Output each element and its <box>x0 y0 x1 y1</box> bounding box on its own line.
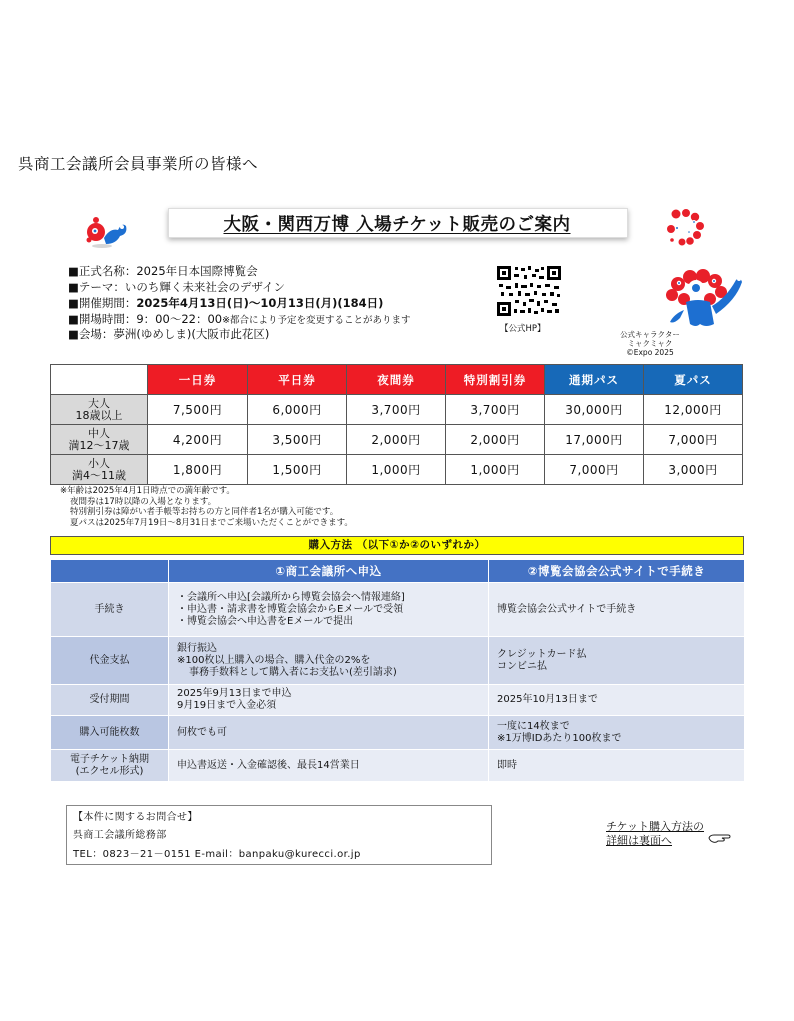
price-header-summer-pass: 夏パス <box>644 365 743 395</box>
cell-line: ・申込書・請求書を博覧会協会からEメールで受領 <box>177 603 404 615</box>
price-cell: 3,000円 <box>644 455 743 485</box>
cell-line: ※1万博IDあたり100枚まで <box>497 732 622 744</box>
method-cell <box>489 637 745 685</box>
price-row-label <box>51 395 148 425</box>
method-cell <box>489 750 745 782</box>
cell-line: 事務手数料として購入者にお支払い(差引請求) <box>189 666 397 678</box>
greeting: 呉商工会議所会員事業所の皆様へ <box>18 155 259 173</box>
method-cell <box>489 685 745 716</box>
page-title: 大阪・関西万博 入場チケット販売のご案内 <box>223 215 571 235</box>
price-header-night: 夜間券 <box>347 365 446 395</box>
qr-caption: 【公式HP】 <box>500 324 546 334</box>
row-label-line: 電子チケット納期 <box>69 753 150 765</box>
character-caption-line: ©Expo 2025 <box>626 348 674 357</box>
method-header-official-site: ②博覧会協会公式サイトで手続き <box>489 560 745 583</box>
price-notes <box>60 486 353 528</box>
price-cell: 2,000円 <box>446 425 545 455</box>
info-theme: ■テーマ：いのち輝く未来社会のデザイン <box>68 280 286 294</box>
method-row-label: 代金支払 <box>51 637 169 685</box>
cell-line: 申込書返送・入金確認後、最長14営業日 <box>177 759 360 771</box>
cell-line: 博覧会協会公式サイトで手続き <box>497 603 637 615</box>
cell-line: ※100枚以上購入の場合、購入代金の2%を <box>177 654 371 666</box>
table-row <box>51 583 745 637</box>
price-cell: 7,000円 <box>545 455 644 485</box>
note-line: ※年齢は2025年4月1日時点での満年齢です。 <box>60 486 235 496</box>
table-row <box>51 685 745 716</box>
info-hours-note: ※都合により予定を変更することがあります <box>222 315 411 326</box>
price-cell: 6,000円 <box>248 395 347 425</box>
method-row-label: 受付期間 <box>51 685 169 716</box>
price-cell: 3,700円 <box>446 395 545 425</box>
method-header-chamber: ①商工会議所へ申込 <box>169 560 489 583</box>
method-header-blank <box>51 560 169 583</box>
price-cell: 17,000円 <box>545 425 644 455</box>
price-header-special-discount: 特別割引券 <box>446 365 545 395</box>
table-row <box>51 716 745 750</box>
mascot-left-icon <box>82 210 134 250</box>
price-cell: 3,500円 <box>248 425 347 455</box>
price-cell: 4,200円 <box>148 425 248 455</box>
info-name: ■正式名称：2025年日本国際博覧会 <box>68 264 258 278</box>
back-link-line: チケット購入方法の <box>606 820 705 833</box>
price-row-label <box>51 425 148 455</box>
price-cell: 7,000円 <box>644 425 743 455</box>
qr-code-icon[interactable] <box>497 266 561 316</box>
cell-line: ・博覧会協会へ申込書をEメールで提出 <box>177 615 354 627</box>
cell-line: 9月19日まで入金必須 <box>177 700 277 711</box>
method-header-row <box>51 560 745 583</box>
row-label-line: 大人 <box>88 396 110 410</box>
info-period-label: ■開催期間： <box>68 296 137 310</box>
price-header-weekday: 平日券 <box>248 365 347 395</box>
price-cell: 1,800円 <box>148 455 248 485</box>
expo-logo-icon <box>662 208 712 250</box>
note-line: 夜間券は17時以降の入場となります。 <box>70 496 217 507</box>
row-label-line: 18歳以上 <box>75 408 123 422</box>
info-period-value: 2025年4月13日(日)～10月13日(月)(184日) <box>136 296 384 310</box>
price-cell: 7,500円 <box>148 395 248 425</box>
cell-line: 何枚でも可 <box>177 726 227 738</box>
row-label-line: (エクセル形式) <box>75 765 144 777</box>
purchase-method-banner: 購入方法 （以下①か②のいずれか） <box>50 536 744 555</box>
price-table <box>50 364 743 485</box>
contact-org: 呉商工会議所総務部 <box>73 830 167 841</box>
note-line: 夏パスは2025年7月19日～8月31日までご来場いただくことができます。 <box>70 517 353 528</box>
price-table-header-row <box>51 365 743 395</box>
mascot-character-icon <box>656 268 748 330</box>
table-row <box>51 425 743 455</box>
method-cell <box>169 750 489 782</box>
table-row <box>51 637 745 685</box>
note-line: 特別割引券は障がい者手帳等お持ちの方と同伴者1名が購入可能です。 <box>70 507 339 517</box>
cell-line: 一度に14枚まで <box>497 720 570 732</box>
price-cell: 3,700円 <box>347 395 446 425</box>
method-cell <box>169 637 489 685</box>
info-hours-label: ■開場時間：9：00～22：00 <box>68 312 223 326</box>
cell-line: 2025年9月13日まで申込 <box>177 688 292 699</box>
method-cell <box>489 583 745 637</box>
method-row-label: 手続き <box>51 583 169 637</box>
table-row <box>51 455 743 485</box>
cell-line: ・会議所へ申込[会議所から博覧会協会へ情報連絡] <box>177 591 405 603</box>
table-row <box>51 750 745 782</box>
character-caption-line: 公式キャラクター <box>620 330 680 339</box>
price-cell: 30,000円 <box>545 395 644 425</box>
price-cell: 1,500円 <box>248 455 347 485</box>
price-header-blank <box>51 365 148 395</box>
method-cell <box>169 685 489 716</box>
method-row-label: 購入可能枚数 <box>51 716 169 750</box>
price-row-label <box>51 455 148 485</box>
contact-tel-email[interactable]: TEL：0823－21－0151 E-mail：banpaku@kurecci.or.jp <box>73 849 361 860</box>
character-caption-line: ミャクミャク <box>627 339 673 348</box>
table-row <box>51 395 743 425</box>
price-cell: 1,000円 <box>347 455 446 485</box>
row-label-line: 満12～17歳 <box>68 438 130 452</box>
info-venue: ■会場：夢洲(ゆめしま)(大阪市此花区) <box>68 327 270 341</box>
price-cell: 1,000円 <box>446 455 545 485</box>
contact-heading: 【本件に関するお問合せ】 <box>73 812 198 823</box>
price-cell: 2,000円 <box>347 425 446 455</box>
method-cell <box>169 716 489 750</box>
back-link-line: 詳細は裏面へ <box>606 834 672 847</box>
cell-line: 2025年10月13日まで <box>497 694 598 705</box>
price-cell: 12,000円 <box>644 395 743 425</box>
method-cell <box>169 583 489 637</box>
cell-line: コンビニ払 <box>497 660 547 672</box>
row-label-line: 小人 <box>88 456 110 470</box>
pointing-hand-icon <box>708 832 732 844</box>
purchase-method-table <box>50 559 745 782</box>
cell-line: 即時 <box>497 759 517 771</box>
method-cell <box>489 716 745 750</box>
method-row-label <box>51 750 169 782</box>
cell-line: クレジットカード払 <box>497 648 587 660</box>
cell-line: 銀行振込 <box>177 642 217 654</box>
back-page-link[interactable] <box>606 820 704 848</box>
row-label-line: 満4～11歳 <box>72 468 126 482</box>
character-caption <box>610 330 690 357</box>
info-hours <box>68 312 411 328</box>
price-header-season-pass: 通期パス <box>545 365 644 395</box>
info-period <box>68 296 383 311</box>
row-label-line: 中人 <box>88 426 110 440</box>
price-header-one-day: 一日券 <box>148 365 248 395</box>
